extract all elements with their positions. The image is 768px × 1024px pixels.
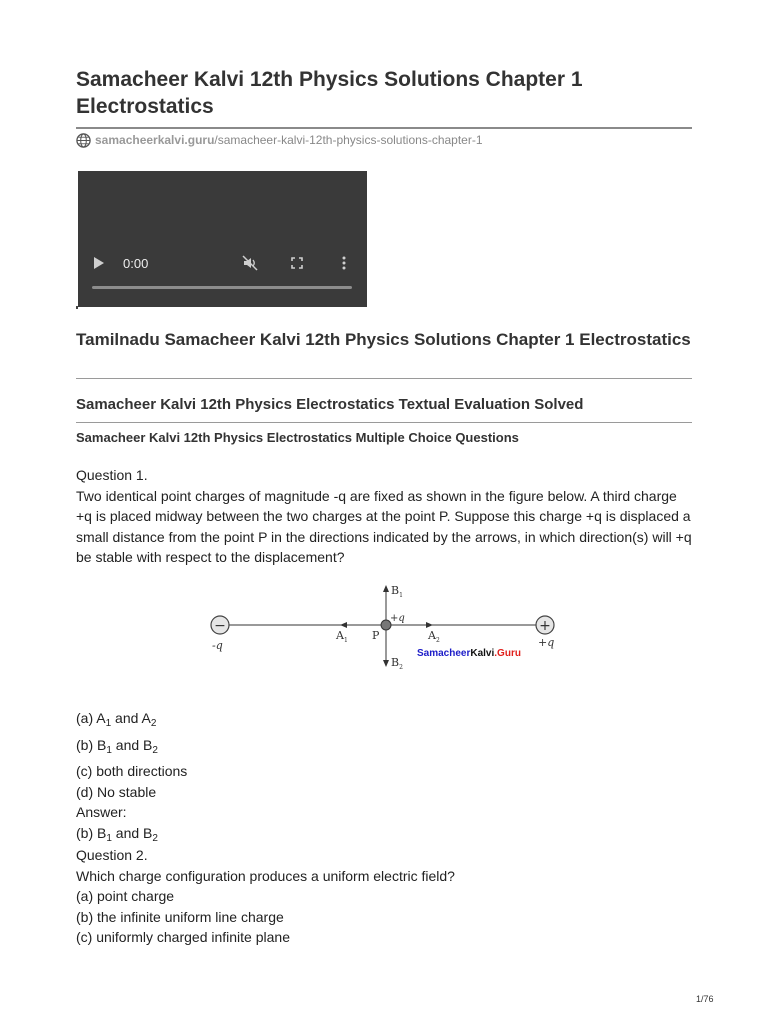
stray-mark xyxy=(76,306,78,309)
label-b1: $B_1$ xyxy=(391,584,403,599)
label-a1: $A_1$ xyxy=(336,629,348,644)
q2-option-a: (a) point charge xyxy=(76,888,175,904)
video-time: 0:00 xyxy=(123,256,149,271)
arrow-a1-icon xyxy=(340,622,347,628)
arrow-a2-icon xyxy=(426,622,433,628)
section-divider xyxy=(76,378,692,379)
answer-value: (b) $B_1$ and $B_2$ xyxy=(76,824,158,844)
q2-option-c: (c) uniformly charged infinite plane xyxy=(76,929,290,945)
video-progress-bar[interactable] xyxy=(92,286,352,289)
question-2-text: Which charge configuration produces a uniform electric field? xyxy=(76,867,455,884)
right-charge-symbol: + xyxy=(539,618,551,634)
watermark-logo: SamacheerKalvi.Guru xyxy=(417,648,521,659)
more-icon[interactable] xyxy=(336,255,352,271)
arrow-b2-icon xyxy=(383,660,389,667)
section-heading: Tamilnadu Samacheer Kalvi 12th Physics Solutions Chapter 1 Electrostatics xyxy=(76,330,691,349)
mcq-heading: Samacheer Kalvi 12th Physics Electrostatics Multiple Choice Questions xyxy=(76,430,519,445)
title-divider xyxy=(76,127,692,129)
source-domain: samacheerkalvi.guru xyxy=(95,133,215,147)
question-1-label: Question 1. xyxy=(76,467,148,483)
question-2-label: Question 2. xyxy=(76,847,148,863)
question-1-text: Two identical point charges of magnitude -q are fixed as shown in the figure below. A third charge +q is placed midway between the two charges at the point P. Suppose this charge +q is displaced a small distance from the point P in the directions indicated by the arrows, in which direction(s) will +q be stable with respect to the displacement? xyxy=(76,487,692,565)
mute-icon[interactable] xyxy=(242,255,258,271)
answer-label: Answer: xyxy=(76,804,127,820)
option-d: (d) No stable xyxy=(76,783,157,800)
label-b2: $B_2$ xyxy=(391,656,403,671)
center-charge-label: +q xyxy=(390,613,405,624)
source-link[interactable] xyxy=(76,132,483,148)
video-player[interactable] xyxy=(78,171,367,307)
left-charge-label: -q xyxy=(212,639,223,652)
option-a: (a) $A_1$ and $A_2$ xyxy=(76,710,157,729)
play-icon[interactable] xyxy=(94,257,104,269)
question-2 xyxy=(76,845,455,948)
page-number: 1/76 xyxy=(696,994,714,1004)
page-title: Samacheer Kalvi 12th Physics Solutions Chapter 1 Electrostatics xyxy=(76,68,583,118)
question-1 xyxy=(76,465,696,568)
source-path: /samacheer-kalvi-12th-physics-solutions-chapter-1 xyxy=(214,133,483,147)
subsection-divider xyxy=(76,422,692,423)
subsection-heading: Samacheer Kalvi 12th Physics Electrostatics Textual Evaluation Solved xyxy=(76,396,584,413)
point-p-label: P xyxy=(372,629,380,642)
fullscreen-icon[interactable] xyxy=(289,255,305,271)
left-charge-symbol: − xyxy=(214,618,226,634)
option-c: (c) both directions xyxy=(76,763,188,779)
arrow-b1-icon xyxy=(383,585,389,592)
globe-icon xyxy=(76,133,91,148)
option-b: (b) $B_1$ and $B_2$ xyxy=(76,736,158,756)
question-1-options xyxy=(76,708,187,849)
charges-figure xyxy=(200,580,570,680)
q2-option-b: (b) the infinite uniform line charge xyxy=(76,908,284,925)
right-charge-label: +q xyxy=(538,636,555,649)
label-a2: $A_2$ xyxy=(428,629,440,644)
